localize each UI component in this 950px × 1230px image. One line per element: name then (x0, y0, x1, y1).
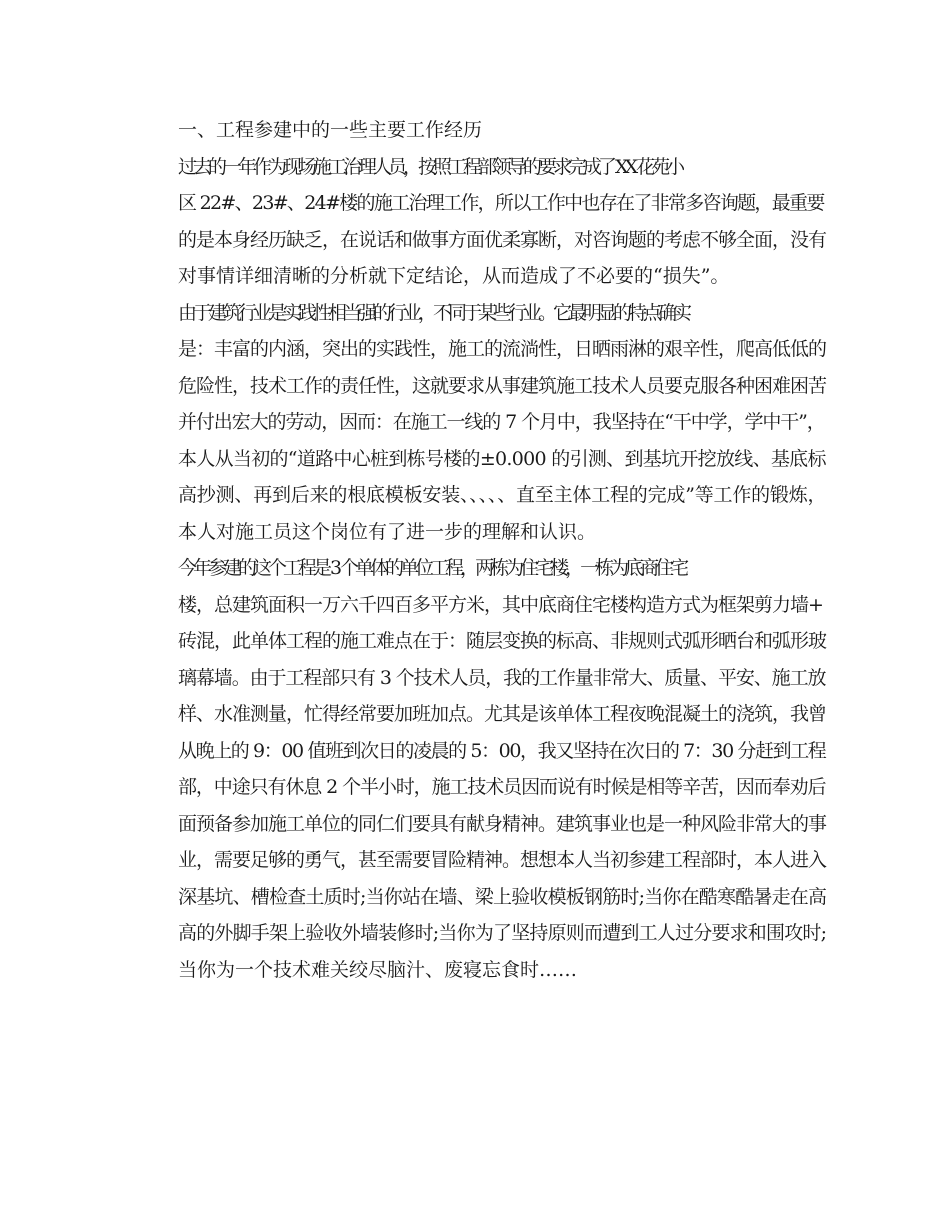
paragraph-line: 由于建筑行业是实践性相当强的行业，不同于某些行业。它最明显的特点确实 (178, 301, 689, 324)
paragraph-line: 高抄测、再到后来的根底模板安装、、、、、直至主体工程的完成”等工作的锻炼， (178, 484, 827, 506)
paragraph-line: 是：丰富的内涵，突出的实践性，施工的流淌性，日晒雨淋的艰辛性，爬高低低的 (178, 338, 827, 360)
paragraph-line: 过去的一年作为现场施工治理人员，按照工程部领导的要求完成了 XX 花苑小 (178, 155, 682, 178)
paragraph-line: 从晚上的 9：00 值班到次日的凌晨的 5：00，我又坚持在次日的 7：30 分赶到工程 (178, 739, 826, 762)
paragraph-line: 本人从当初的“道路中心桩到栋号楼的±0.000 的引测、到基坑开挖放线、基底标 (178, 447, 826, 470)
paragraph-line: 的是本身经历缺乏，在说话和做事方面优柔寡断，对咨询题的考虑不够全面，没有 (178, 228, 827, 251)
paragraph-line: 并付出宏大的劳动，因而：在施工一线的 7 个月中，我坚持在“干中学，学中干”， (178, 411, 825, 433)
paragraph-line: 高的外脚手架上验收外墙装修时;当你为了坚持原则而遭到工人过分要求和围攻时; (178, 922, 827, 944)
paragraph-line: 业，需要足够的勇气，甚至需要冒险精神。想想本人当初参建工程部时，本人进入 (178, 849, 827, 871)
paragraph-line: 对事情详细清晰的分析就下定结论，从而造成了不必要的“损失”。 (178, 265, 730, 287)
section-heading: 一、工程参建中的一些主要工作经历 (178, 119, 483, 141)
paragraph-line: 砖混，此单体工程的施工难点在于：随层变换的标高、非规则式弧形晒台和弧形玻 (178, 630, 827, 652)
paragraph-line: 当你为一个技术难关绞尽脑汁、废寝忘食时…… (178, 958, 578, 981)
paragraph-1 (140, 149, 826, 295)
paragraph-line: 璃幕墙。由于工程部只有 3 个技术人员，我的工作量非常大、质量、平安、施工放 (178, 666, 826, 689)
paragraph-2 (140, 295, 826, 551)
paragraph-line: 本人对施工员这个岗位有了进一步的理解和认识。 (178, 520, 597, 543)
paragraph-line: 部，中途只有休息 2 个半小时，施工技术员因而说有时候是相等辛苦，因而奉劝后 (178, 776, 826, 798)
paragraph-line: 区 22#、23#、24#楼的施工治理工作，所以工作中也存在了非常多咨询题，最重要 (178, 192, 824, 214)
paragraph-line: 深基坑、槽检查土质时;当你站在墙、梁上验收模板钢筋时;当你在酷寒酷暑走在高 (178, 885, 827, 908)
document-body (140, 112, 826, 988)
paragraph-line: 楼，总建筑面积一万六千四百多平方米，其中底商住宅楼构造方式为框架剪力墙+ (178, 593, 823, 616)
paragraph-line: 样、水准测量，忙得经常要加班加点。尤其是该单体工程夜晚混凝土的浇筑，我曾 (178, 703, 827, 725)
paragraph-line: 危险性，技术工作的责任性，这就要求从事建筑施工技术人员要克服各种困难困苦 (178, 374, 827, 397)
paragraph-line: 面预备参加施工单位的同仁们要具有献身精神。建筑事业也是一种风险非常大的事 (178, 812, 827, 835)
paragraph-line: 今年参建的这个工程是 3 个单体的单位工程，两栋为住宅楼，一栋为底商住宅 (178, 557, 686, 579)
paragraph-3 (140, 550, 826, 988)
